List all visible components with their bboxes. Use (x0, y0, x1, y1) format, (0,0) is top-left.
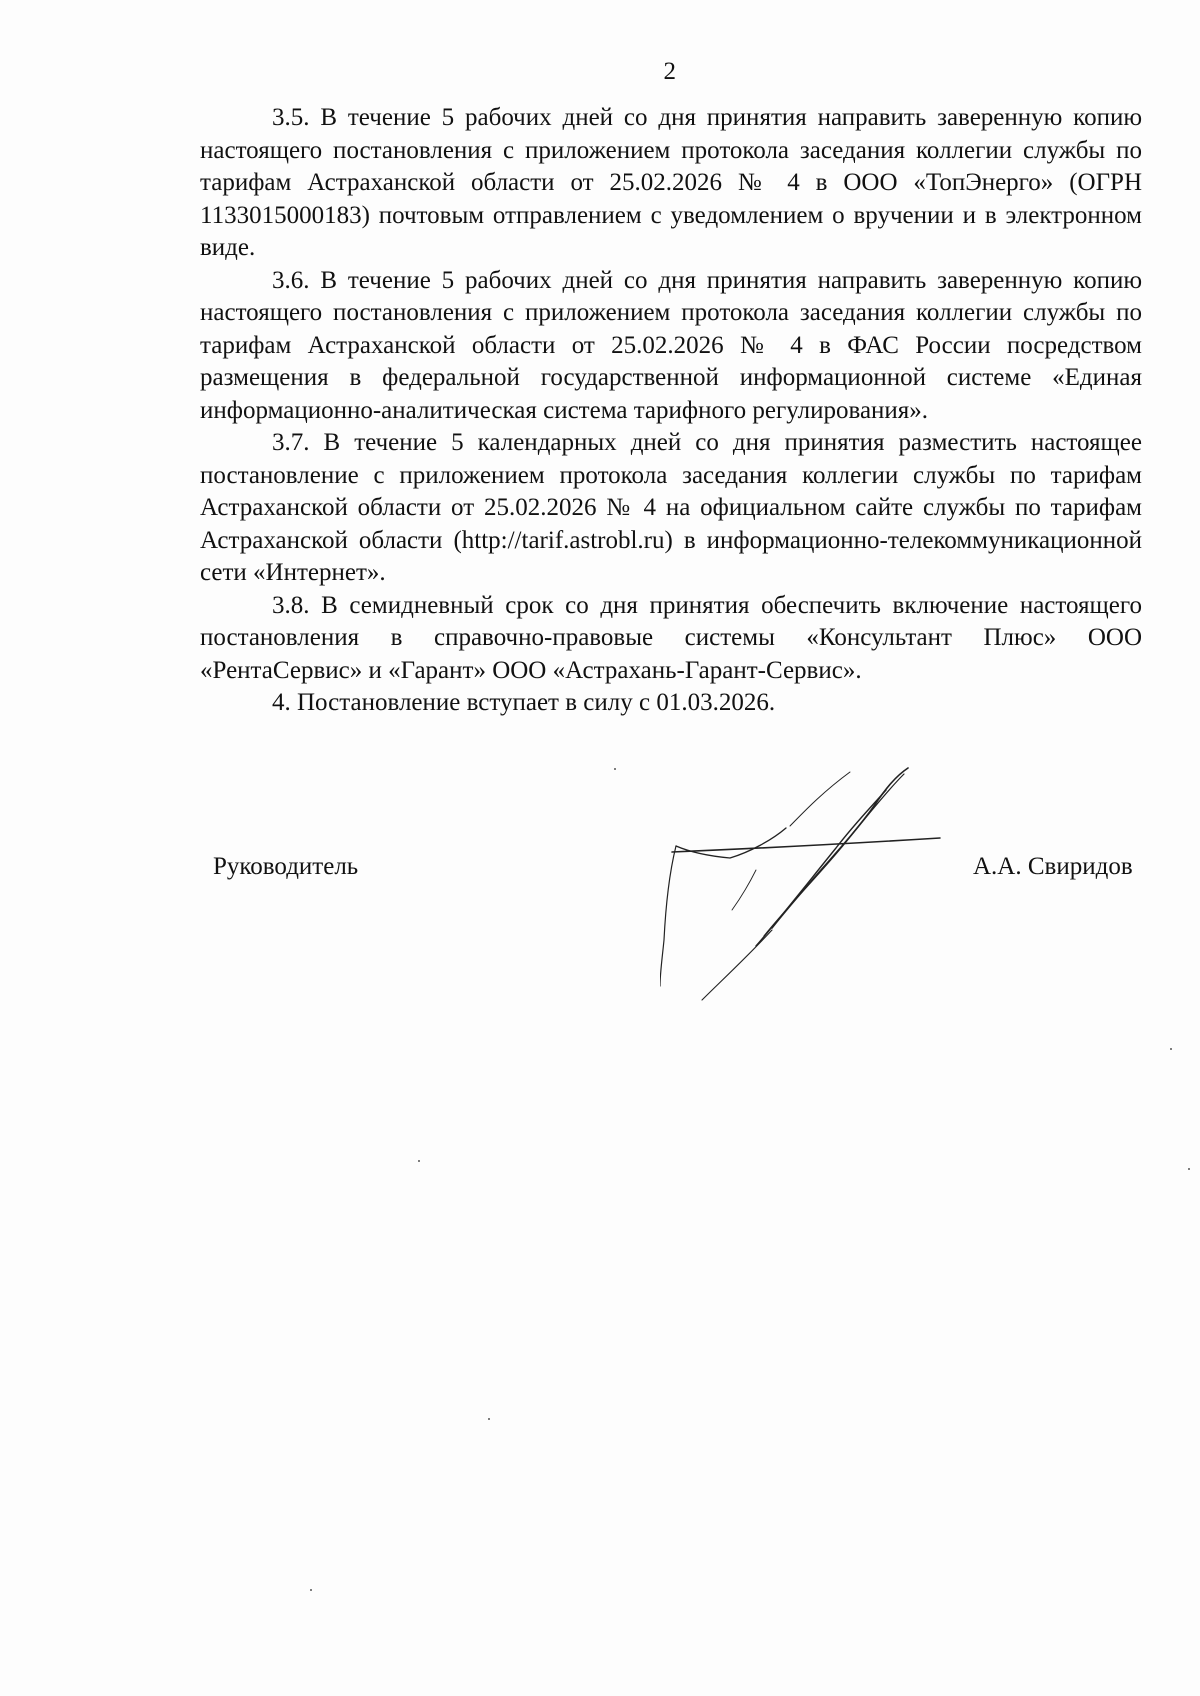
handwritten-signature-icon (660, 760, 980, 1020)
paragraph-4: 4. Постановление вступает в силу с 01.03.2026. (272, 689, 776, 716)
page-number: 2 (663, 58, 677, 85)
scan-speck (1188, 1168, 1190, 1170)
scan-speck (488, 1418, 490, 1420)
scan-speck (614, 768, 616, 770)
paragraph-3-5: 3.5. В течение 5 рабочих дней со дня принятия направить заверенную копию настоящего постановления с приложением протокола заседания коллегии службы по тарифам Астраханской области от 25.02.2026 № 4 в ООО «ТопЭнерго» (ОГРН 1133015000183) почтовым отправлением с уведомлением о вручении и в электронном виде. (200, 104, 1142, 261)
paragraph-3-6: 3.6. В течение 5 рабочих дней со дня принятия направить заверенную копию настоящего постановления с приложением протокола заседания коллегии службы по тарифам Астраханской области от 25.02.2026 № 4 в ФАС России посредством размещения в федеральной государственной информационной системе «Единая информационно-аналитическая система тарифного регулирования». (200, 266, 1142, 424)
scan-speck (418, 1160, 420, 1162)
scan-speck (310, 1589, 312, 1591)
signatory-role: Руководитель (213, 853, 359, 880)
scan-speck (1170, 1048, 1172, 1050)
document-body (200, 102, 1142, 720)
signature-block (0, 853, 1200, 893)
paragraph-3-7: 3.7. В течение 5 календарных дней со дня принятия разместить настоящее постановление с приложением протокола заседания коллегии службы по тарифам Астраханской области от 25.02.2026 № 4 на официальном сайте службы по тарифам Астраханской области (http://tarif.astrobl.ru) в информационно-телекоммуникационной сети «Интернет». (200, 429, 1142, 586)
signatory-name: А.А. Свиридов (973, 853, 1133, 880)
paragraph-3-8: 3.8. В семидневный срок со дня принятия обеспечить включение настоящего постановления в справочно-правовые системы «Консультант Плюс» ООО «РентаСервис» и «Гарант» ООО «Астрахань-Гарант-Сервис». (200, 591, 1142, 684)
